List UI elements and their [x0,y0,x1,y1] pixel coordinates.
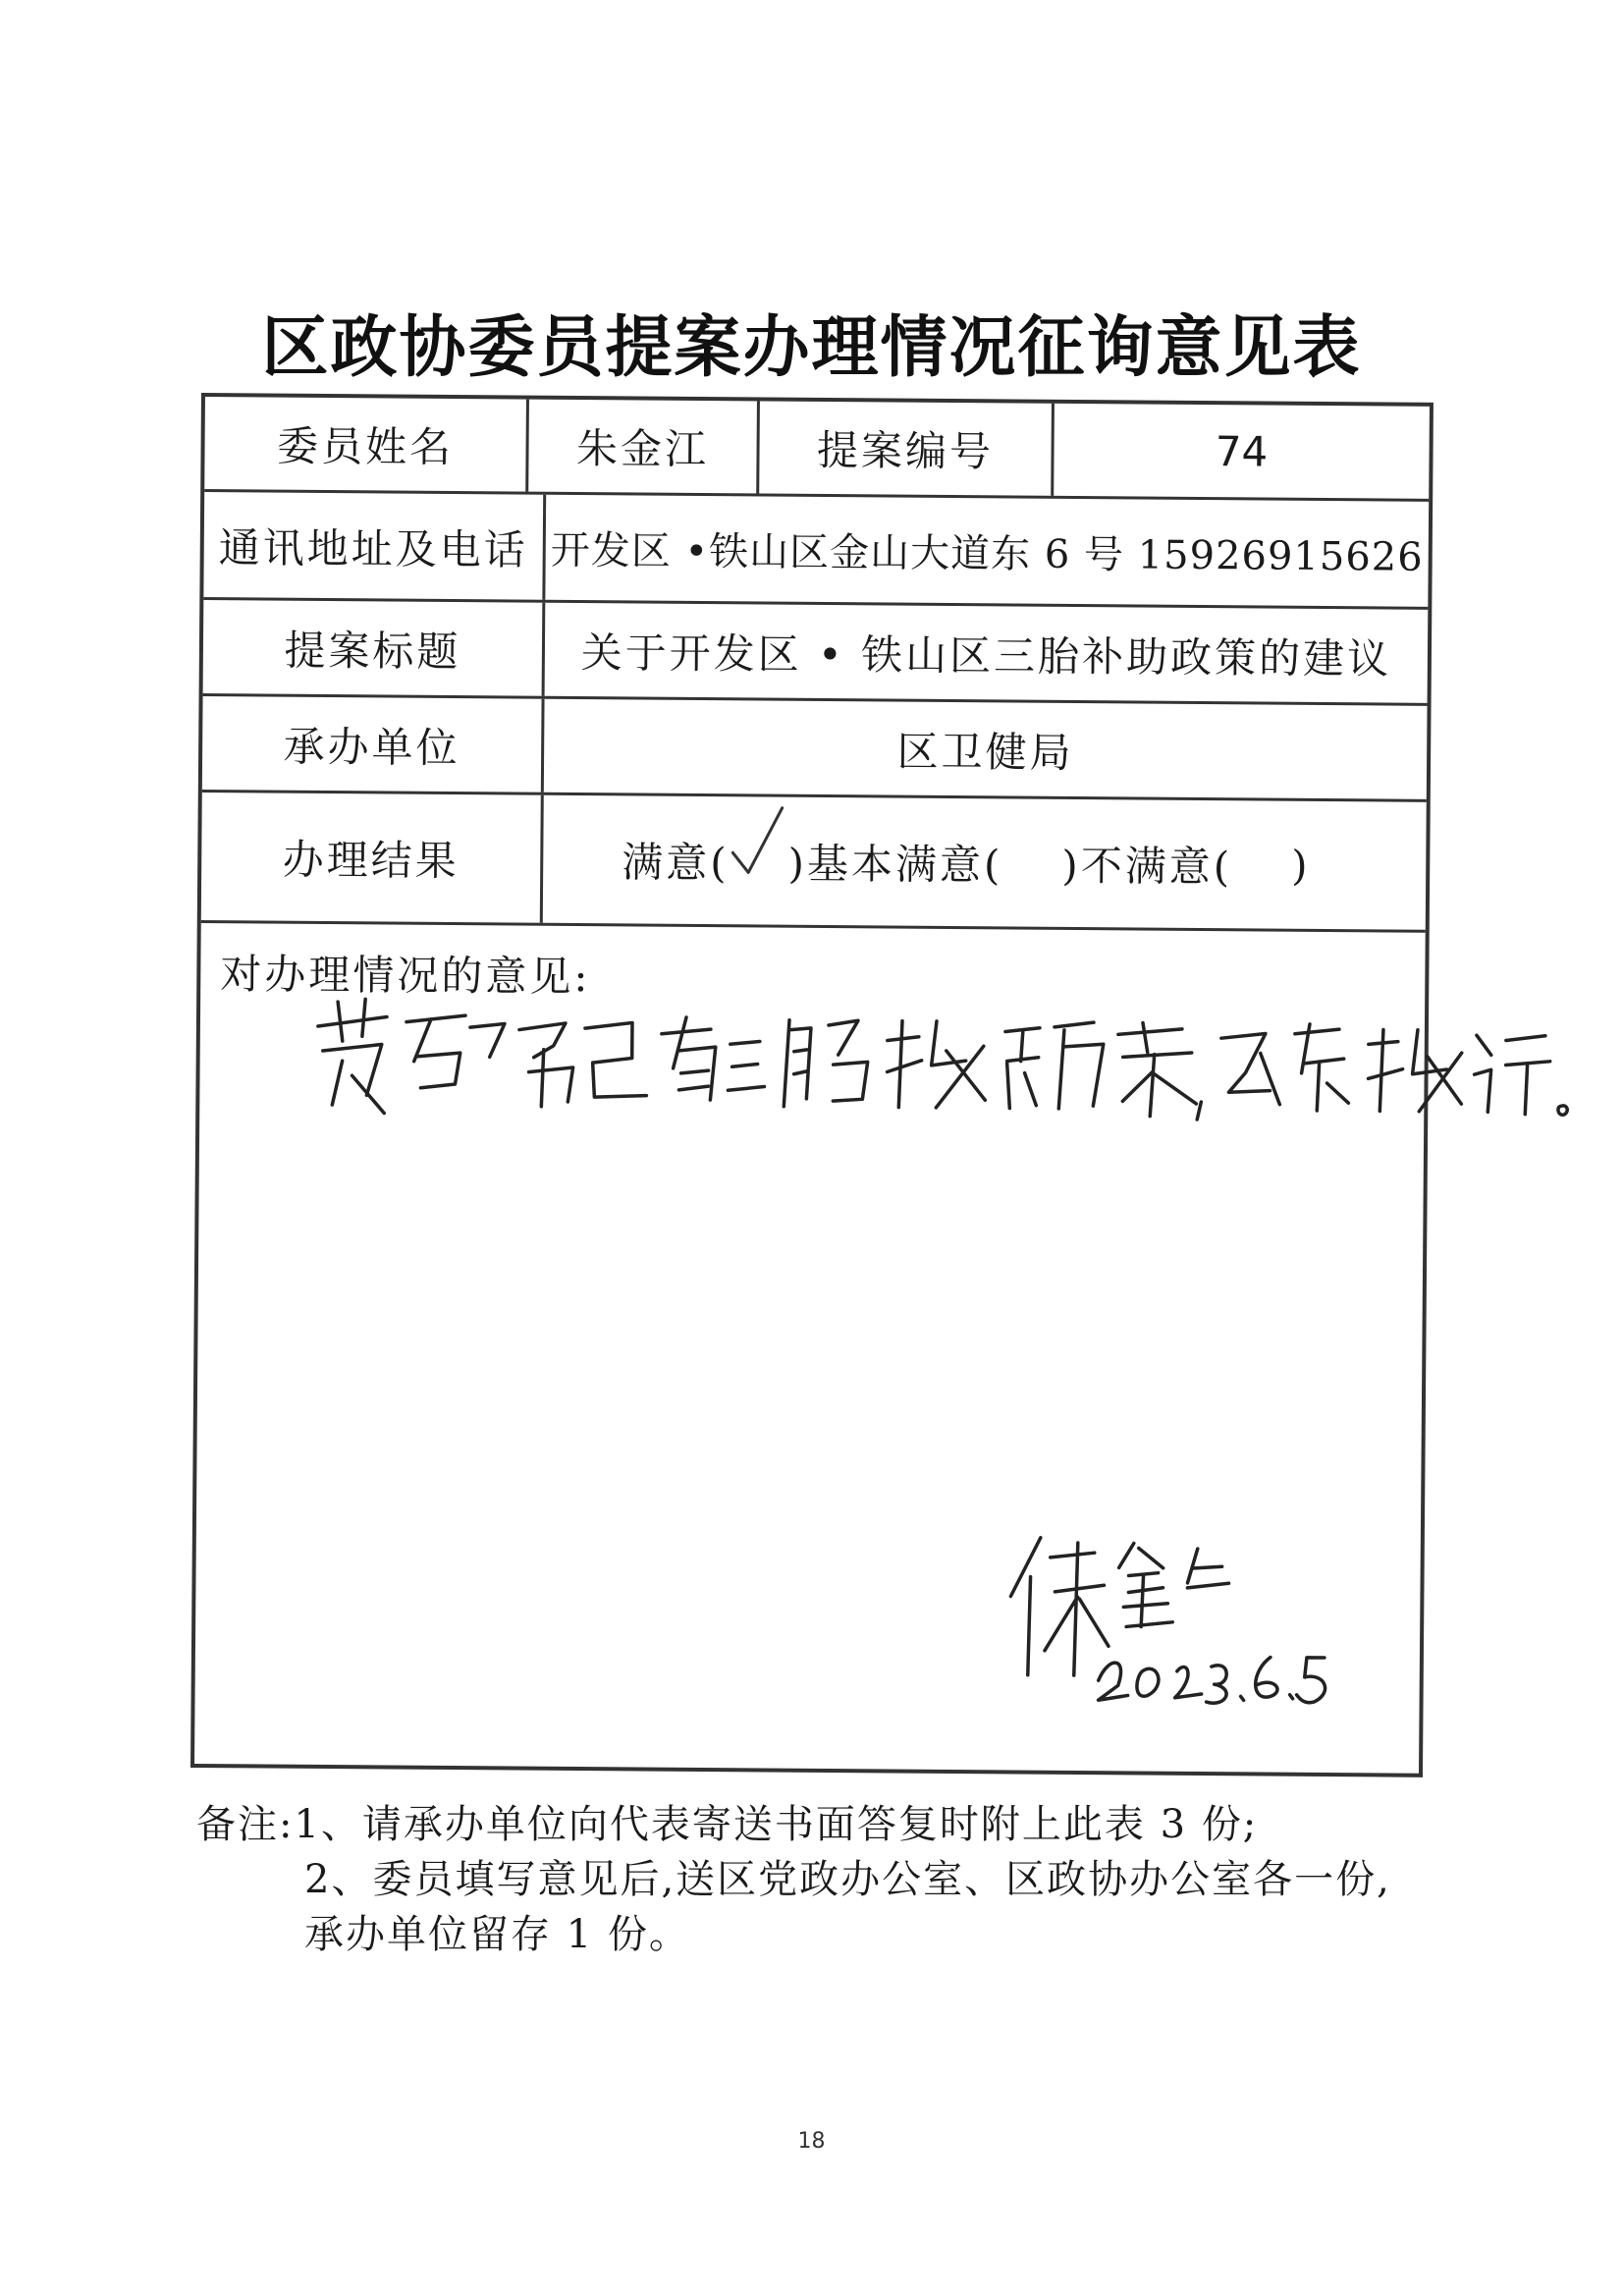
contact-label: 通讯地址及电话 [203,492,546,600]
handwritten-opinion [307,987,1212,1135]
notes [196,1797,1391,1962]
opinion-form [190,393,1434,1777]
note-line-1: 备注:1、请承办单位向代表寄送书面答复时附上此表 3 份; [196,1802,1259,1847]
form-row-contact [203,492,1429,610]
member-name-value: 朱金江 [528,400,760,494]
note-line-3: 承办单位留存 1 份。 [304,1912,690,1957]
proposal-title-value: 关于开发区 • 铁山区三胎补助政策的建议 [580,628,1392,683]
proposal-no-value: 74 [1215,426,1269,476]
note-line-2: 2、委员填写意见后,送区党政办公室、区政协办公室各一份, [304,1857,1391,1902]
contact-value: 开发区 •铁山区金山大道东 6 号 15926915626 [550,527,1424,580]
opinion-label: 对办理情况的意见: [220,950,591,1002]
proposal-title-label: 提案标题 [203,600,546,696]
signature [1001,1527,1375,1711]
result-option-basic: )基本满意( [787,839,1003,890]
handling-unit-label: 承办单位 [202,696,545,793]
form-row-unit [202,696,1428,802]
form-row-result [201,793,1427,933]
member-name-label: 委员姓名 [204,397,529,492]
page-title: 区政协委员提案办理情况征询意见表 [261,309,1362,387]
checkmark-icon [730,841,788,880]
form-row-title [203,600,1429,706]
result-options [543,795,1427,930]
result-option-close: ) [1291,841,1311,890]
handling-unit-value: 区卫健局 [896,727,1074,777]
result-option-satisfied: 满意( [622,838,730,888]
result-option-unsatisfied: )不满意( [1061,841,1233,892]
form-row-member [204,397,1430,502]
page-number: 18 [797,2129,826,2154]
proposal-no-label: 提案编号 [759,401,1055,495]
result-label: 办理结果 [201,793,544,923]
